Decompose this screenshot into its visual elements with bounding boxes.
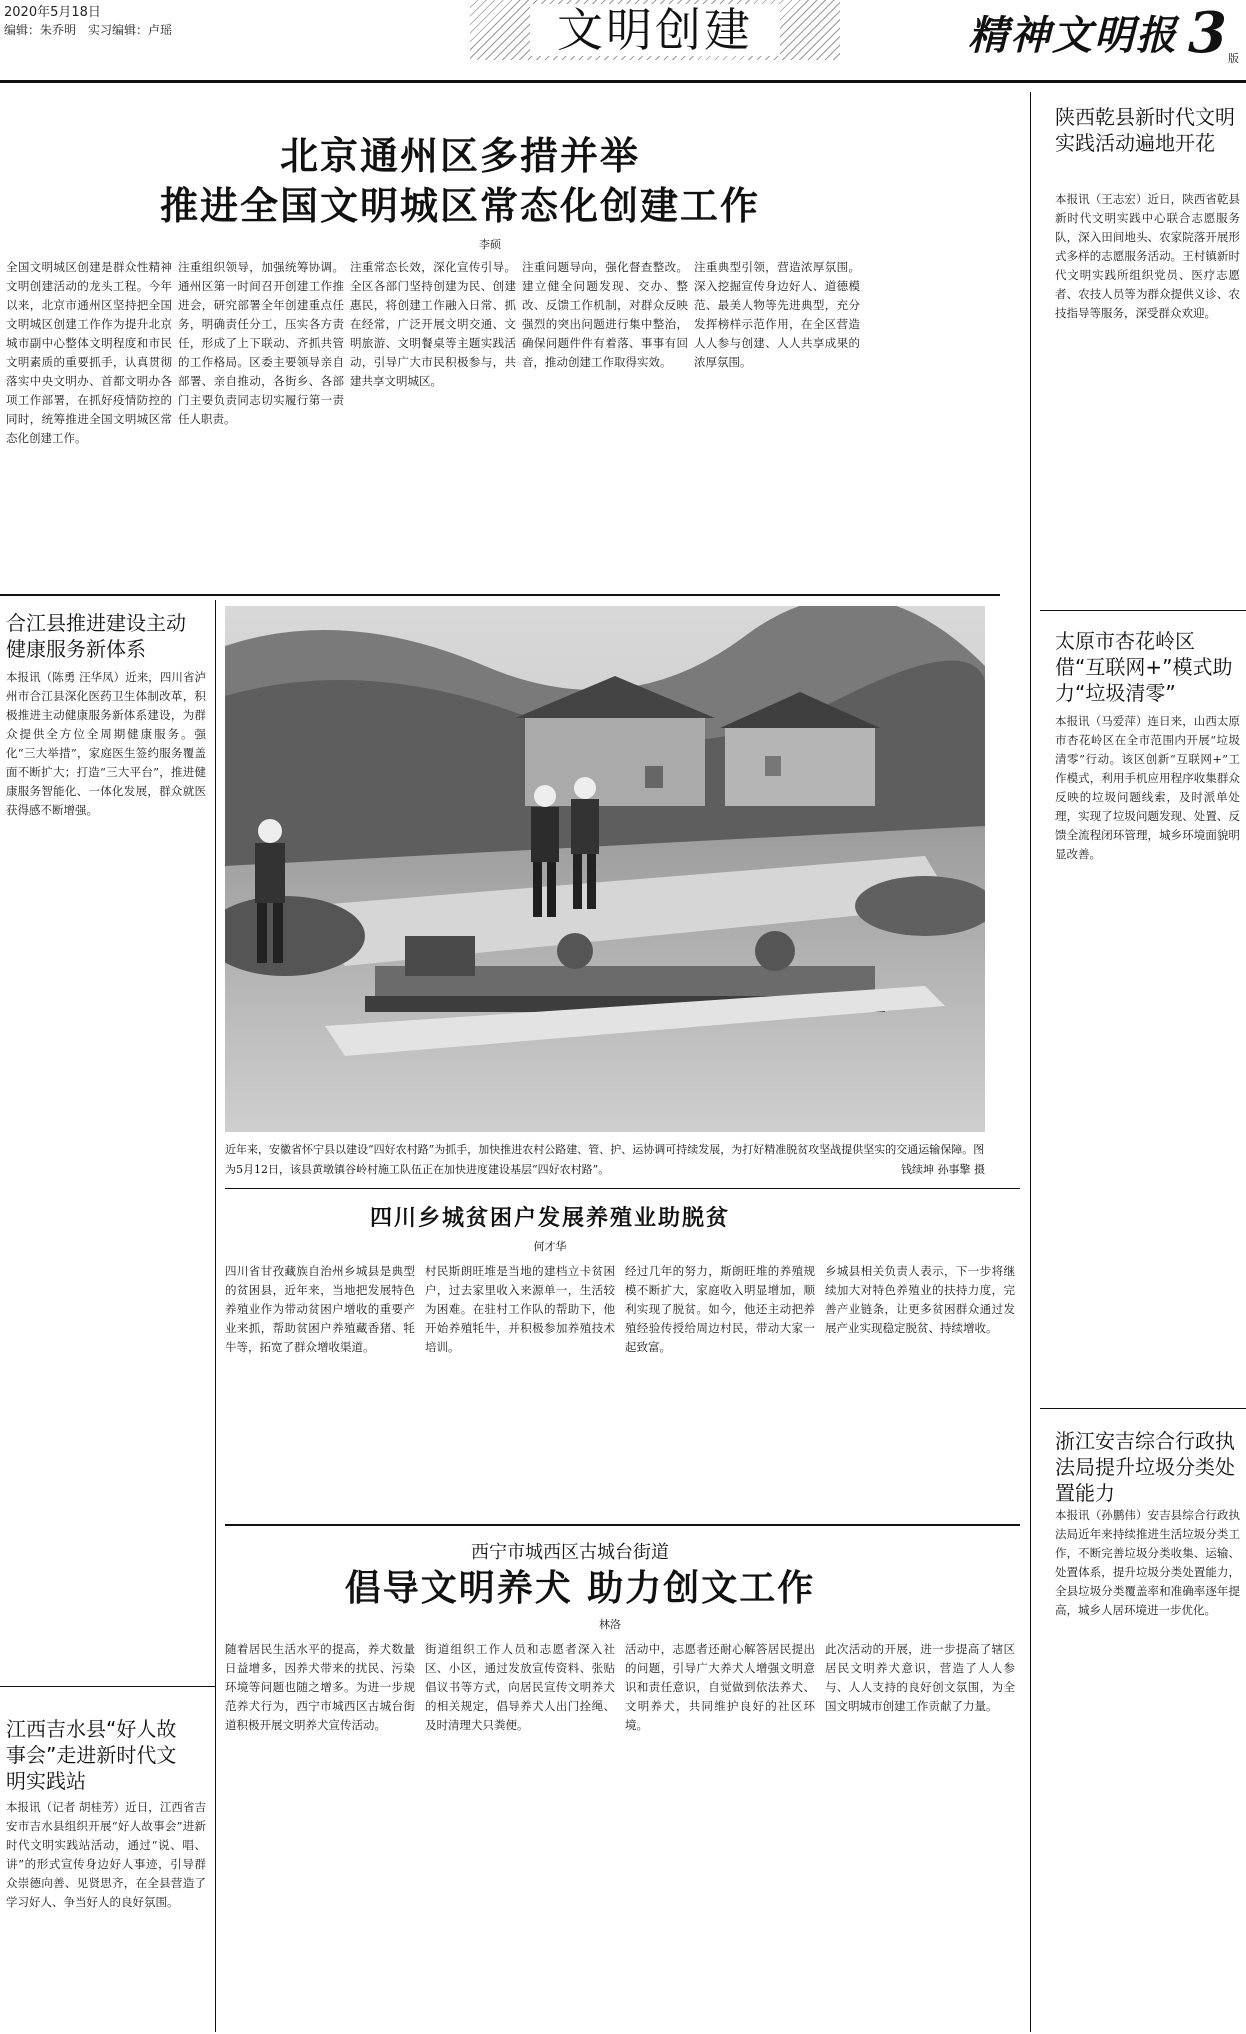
article2-title: 四川乡城贫困户发展养殖业助脱贫 bbox=[369, 1206, 730, 1231]
page-suffix: 版 bbox=[1228, 52, 1239, 65]
lead-bottom-rule bbox=[0, 594, 1000, 596]
article2-bottom-rule bbox=[225, 1524, 1020, 1526]
section-title: 文明创建 bbox=[530, 4, 780, 56]
sidebar-left-title-2: 江西吉水县“好人故事会”走进新时代文明实践站 bbox=[6, 1717, 177, 1793]
issue-date: 2020年5月18日 bbox=[4, 5, 101, 20]
lead-column-3: 注重常态长效，深化宣传引导。全区各部门坚持创建为民、创建惠民，将创建工作融入日常、抓在经常，广泛开展文明交通、文明旅游、文明餐桌等主题实践活动，引导广大市民积极参与，共建共享文明城区。 bbox=[350, 260, 516, 388]
sidebar-right-title-1: 陕西乾县新时代文明实践活动遍地开花 bbox=[1055, 105, 1235, 155]
article2-column-3: 经过几年的努力，斯朗旺堆的养殖规模不断扩大，家庭收入明显增加，顺利实现了脱贫。如今，他还主动把养殖经验传授给周边村民，带动大家一起致富。 bbox=[625, 1264, 815, 1354]
sidebar-left-title-1: 合江县推进建设主动健康服务新体系 bbox=[6, 611, 186, 661]
article3-title: 倡导文明养犬 助力创文工作 bbox=[344, 1568, 816, 1609]
lead-title-line2: 推进全国文明城区常态化创建工作 bbox=[159, 184, 760, 228]
sidebar-right-text-3: 本报讯（孙鹏伟）安吉县综合行政执法局近年来持续推进生活垃圾分类工作，不断完善垃圾分类收集、运输、处置体系，提升垃圾分类处置能力，全县垃圾分类覆盖率和准确率逐年提高，城乡人居环境进一步优化。 bbox=[1055, 1508, 1240, 1617]
sidebar-right-title-2: 太原市杏花岭区借“互联网+”模式助力“垃圾清零” bbox=[1055, 629, 1233, 705]
page-number: 3 bbox=[1188, 0, 1227, 66]
section-masthead bbox=[470, 0, 840, 60]
left-column-divider bbox=[215, 600, 216, 2032]
sidebar-left-text-2: 本报讯（记者 胡桂芳）近日，江西省吉安市吉水县组织开展“好人故事会”进新时代文明实践站活动，通过“说、唱、讲”的形式宣传身边好人事迹，引导群众崇德向善、见贤思齐，在全县营造了学习好人、争当好人的良好氛围。 bbox=[6, 1800, 206, 1909]
lead-column-5: 注重典型引领，营造浓厚氛围。深入挖掘宣传身边好人、道德模范、最美人物等先进典型，充分发挥榜样示范作用，在全区营造人人参与创建、人人共享成果的浓厚氛围。 bbox=[694, 260, 860, 369]
article2-byline: 何才华 bbox=[533, 1240, 567, 1253]
article3-kicker: 西宁市城西区古城台街道 bbox=[471, 1542, 669, 1563]
lead-column-2: 注重组织领导，加强统筹协调。通州区第一时间召开创建工作推进会，研究部署全年创建重点任务，明确责任分工，压实各方责任，形成了上下联动、齐抓共管的工作格局。区委主要领导亲自部署、亲自推动，各街乡、各部门主要负责同志切实履行第一责任人职责。 bbox=[178, 260, 344, 426]
caption-rule bbox=[225, 1188, 1020, 1189]
photo-caption-text: 近年来，安徽省怀宁县以建设“四好农村路”为抓手，加快推进农村公路建、管、护、运协调可持续发展，为打好精准脱贫攻坚战提供坚实的交通运输保障。图为5月12日，该县黄墩镇谷岭村施工队伍正在加快进度建设基层“四好农村路”。 bbox=[225, 1143, 985, 1176]
lead-column-4: 注重问题导向，强化督查整改。建立健全问题发现、交办、整改、反馈工作机制，对群众反映强烈的突出问题进行集中整治，确保问题件件有着落、事事有回音，推动创建工作取得实效。 bbox=[522, 260, 688, 369]
sidebar-right-rule-1 bbox=[1040, 610, 1246, 611]
article3-column-1: 随着居民生活水平的提高，养犬数量日益增多，因养犬带来的扰民、污染环境等问题也随之增多。为进一步规范养犬行为，西宁市城西区古城台街道积极开展文明养犬宣传活动。 bbox=[225, 1642, 415, 1732]
photo-credit: 钱续坤 孙事擎 摄 bbox=[901, 1163, 985, 1176]
article3-column-3: 活动中，志愿者还耐心解答居民提出的问题，引导广大养犬人增强文明意识和责任意识，自觉做到依法养犬、文明养犬，共同维护良好的社区环境。 bbox=[625, 1642, 815, 1732]
article2-column-4: 乡城县相关负责人表示，下一步将继续加大对特色养殖业的扶持力度，完善产业链条，让更多贫困群众通过发展产业实现稳定脱贫、持续增收。 bbox=[825, 1264, 1015, 1335]
road-construction-photo bbox=[225, 606, 985, 1132]
photo-caption bbox=[225, 1140, 985, 1180]
sidebar-right-title-3: 浙江安吉综合行政执法局提升垃圾分类处置能力 bbox=[1055, 1429, 1235, 1505]
newspaper-brand: 精神文明报 bbox=[968, 12, 1178, 59]
article3-column-2: 街道组织工作人员和志愿者深入社区、小区，通过发放宣传资料、张贴倡议书等方式，向居民宣传文明养犬的相关规定，倡导养犬人出门拴绳、及时清理犬只粪便。 bbox=[425, 1642, 615, 1732]
sidebar-right-text-1: 本报讯（王志宏）近日，陕西省乾县新时代文明实践中心联合志愿服务队，深入田间地头、农家院落开展形式多样的志愿服务活动。王村镇新时代文明实践所组织党员、医疗志愿者、农技人员等为群众提供义诊、农技指导等服务，深受群众欢迎。 bbox=[1055, 192, 1240, 320]
sidebar-right-rule-2 bbox=[1040, 1408, 1246, 1409]
sidebar-right-text-2: 本报讯（马爱萍）连日来，山西太原市杏花岭区在全市范围内开展“垃圾清零”行动。该区创新“互联网+”工作模式，利用手机应用程序收集群众反映的垃圾问题线索，及时派单处理，实现了垃圾问题发现、处置、反馈全流程闭环管理，城乡环境面貌明显改善。 bbox=[1055, 714, 1240, 861]
header-rule bbox=[0, 80, 1246, 83]
editor-credits: 编辑：朱乔明 实习编辑：卢瑶 bbox=[4, 23, 173, 37]
article3-column-4: 此次活动的开展，进一步提高了辖区居民文明养犬意识，营造了人人参与、人人支持的良好创文氛围，为全国文明城市创建工作贡献了力量。 bbox=[825, 1642, 1015, 1713]
article3-byline: 林洛 bbox=[599, 1618, 621, 1631]
lead-title-line1: 北京通州区多措并举 bbox=[279, 134, 640, 178]
lead-column-1: 全国文明城区创建是群众性精神文明创建活动的龙头工程。今年以来，北京市通州区坚持把全国文明城区创建工作作为提升北京城市副中心整体文明程度和市民文明素质的重要抓手，认真贯彻落实中央文明办、首都文明办各项工作部署，在抓好疫情防控的同时，统筹推进全国文明城区常态化创建工作。 bbox=[6, 260, 172, 445]
article2-column-1: 四川省甘孜藏族自治州乡城县是典型的贫困县，近年来，当地把发展特色养殖业作为带动贫困户增收的重要产业来抓，帮助贫困户养殖藏香猪、牦牛等，拓宽了群众增收渠道。 bbox=[225, 1264, 415, 1354]
sidebar-left-rule bbox=[0, 1686, 215, 1687]
sidebar-left-text-1: 本报讯（陈勇 汪华凤）近来，四川省泸州市合江县深化医药卫生体制改革，积极推进主动健康服务新体系建设，为群众提供全方位全周期健康服务。强化“三大举措”，家庭医生签约服务覆盖面不断扩大；打造“三大平台”，推进健康服务智能化、一体化发展，群众就医获得感不断增强。 bbox=[6, 670, 206, 817]
article2-column-2: 村民斯朗旺堆是当地的建档立卡贫困户，过去家里收入来源单一，生活较为困难。在驻村工作队的帮助下，他开始养殖牦牛，并积极参加养殖技术培训。 bbox=[425, 1264, 615, 1354]
lead-byline: 李硕 bbox=[479, 238, 501, 251]
right-column-divider bbox=[1030, 92, 1031, 2032]
